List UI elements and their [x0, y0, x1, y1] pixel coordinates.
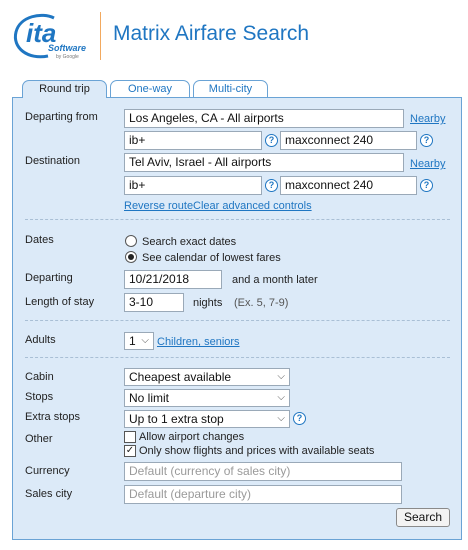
search-exact-dates-radio[interactable] — [125, 235, 137, 247]
allow-airport-changes-label: Allow airport changes — [139, 431, 245, 443]
departing-extension-input[interactable]: maxconnect 240 — [280, 131, 417, 150]
page-title: Matrix Airfare Search — [113, 22, 310, 45]
adults-select-value: 1 — [129, 334, 136, 348]
tab-round-trip[interactable]: Round trip — [22, 80, 107, 98]
dates-label: Dates — [25, 234, 54, 246]
sales-city-input[interactable]: Default (departure city) — [124, 485, 402, 504]
chevron-down-icon: ⌵ — [277, 413, 285, 424]
allow-airport-changes-checkbox[interactable] — [124, 431, 136, 443]
chevron-down-icon: ⌵ — [141, 335, 149, 346]
adults-select[interactable] — [124, 332, 154, 350]
destination-extension-input[interactable]: maxconnect 240 — [280, 176, 417, 195]
clear-advanced-controls-link[interactable]: Clear advanced controls — [193, 200, 312, 212]
logo-byline: by Google — [56, 54, 79, 60]
destination-city-input[interactable]: Tel Aviv, Israel - All airports — [124, 153, 404, 172]
cabin-select[interactable] — [124, 368, 290, 386]
departing-routing-help-icon[interactable]: ? — [265, 134, 278, 147]
only-available-seats-label: Only show flights and prices with available seats — [139, 445, 375, 457]
currency-label: Currency — [25, 465, 70, 477]
departing-city-input[interactable]: Los Angeles, CA - All airports — [124, 109, 404, 128]
search-button[interactable]: Search — [396, 508, 450, 527]
stops-select-value: No limit — [129, 391, 170, 405]
tab-multi-city[interactable]: Multi-city — [193, 80, 268, 97]
departing-extension-help-icon[interactable]: ? — [420, 134, 433, 147]
destination-extension-help-icon[interactable]: ? — [420, 179, 433, 192]
children-seniors-link[interactable]: Children, seniors — [157, 336, 240, 348]
logo-wordmark: ita — [26, 18, 57, 48]
section-divider — [25, 320, 450, 321]
cabin-select-value: Cheapest available — [129, 370, 232, 384]
nights-unit-label: nights — [193, 297, 223, 309]
extra-stops-label: Extra stops — [25, 411, 81, 423]
adults-label: Adults — [25, 334, 56, 346]
length-of-stay-label: Length of stay — [25, 296, 95, 308]
length-of-stay-input[interactable]: 3-10 — [124, 293, 184, 312]
currency-input[interactable]: Default (currency of sales city) — [124, 462, 402, 481]
ita-software-logo — [10, 10, 90, 65]
section-divider — [25, 357, 450, 358]
tab-one-way[interactable]: One-way — [110, 80, 190, 97]
stops-label: Stops — [25, 391, 54, 403]
calendar-lowest-fares-label: See calendar of lowest fares — [142, 252, 281, 264]
destination-routing-input[interactable]: ib+ — [124, 176, 262, 195]
extra-stops-help-icon[interactable]: ? — [293, 412, 306, 425]
departing-routing-input[interactable]: ib+ — [124, 131, 262, 150]
reverse-route-link[interactable]: Reverse route — [124, 200, 194, 212]
departing-date-input[interactable]: 10/21/2018 — [124, 270, 222, 289]
chevron-down-icon: ⌵ — [277, 371, 285, 382]
destination-nearby-link[interactable]: Nearby — [410, 158, 446, 170]
only-available-seats-checkbox[interactable]: ✓ — [125, 445, 135, 456]
logo-subtitle: Software — [48, 43, 87, 53]
departing-date-suffix: and a month later — [232, 274, 318, 286]
departing-nearby-link[interactable]: Nearby — [410, 113, 446, 125]
length-of-stay-hint: (Ex. 5, 7-9) — [234, 297, 289, 309]
stops-select[interactable] — [124, 389, 290, 407]
extra-stops-select[interactable] — [124, 410, 290, 428]
calendar-lowest-fares-radio[interactable] — [125, 251, 137, 263]
cabin-label: Cabin — [25, 371, 54, 383]
destination-routing-help-icon[interactable]: ? — [265, 179, 278, 192]
section-divider — [25, 219, 450, 220]
search-exact-dates-label: Search exact dates — [142, 236, 237, 248]
sales-city-label: Sales city — [25, 488, 73, 500]
extra-stops-select-value: Up to 1 extra stop — [129, 412, 224, 426]
other-label: Other — [25, 433, 53, 445]
departing-date-label: Departing — [25, 272, 73, 284]
chevron-down-icon: ⌵ — [277, 392, 285, 403]
destination-label: Destination — [25, 155, 81, 167]
departing-from-label: Departing from — [25, 111, 98, 123]
header-divider — [100, 12, 101, 60]
